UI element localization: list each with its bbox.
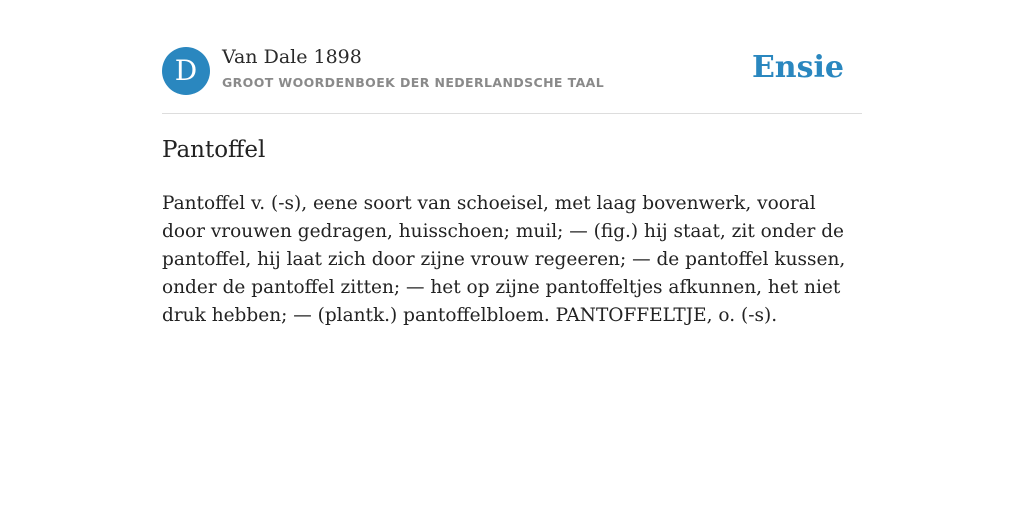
entry-title: Pantoffel: [162, 137, 266, 163]
entry-definition: Pantoffel v. (-s), eene soort van schoeisel, met laag bovenwerk, vooral door vrouwen gedragen, huisschoen; muil; — (fig.) hij staat, zit onder de pantoffel, hij laat zich door zijne vrouw regeeren; — de pantoffel kussen, onder de pantoffel zitten; — het op zijne pantoffeltjes afkunnen, het niet druk hebben; — (plantk.) pantoffelbloem. PANTOFFELTJE, o. (-s).: [162, 193, 846, 326]
header: [162, 46, 862, 96]
source-logo: D: [162, 47, 210, 95]
source-subtitle: GROOT WOORDENBOEK DER NEDERLANDSCHE TAAL: [222, 75, 605, 90]
header-divider: [162, 113, 862, 114]
brand-logo-link[interactable]: Ensie: [751, 50, 844, 85]
dictionary-card: [162, 0, 862, 512]
source-title: Van Dale 1898: [222, 46, 362, 68]
